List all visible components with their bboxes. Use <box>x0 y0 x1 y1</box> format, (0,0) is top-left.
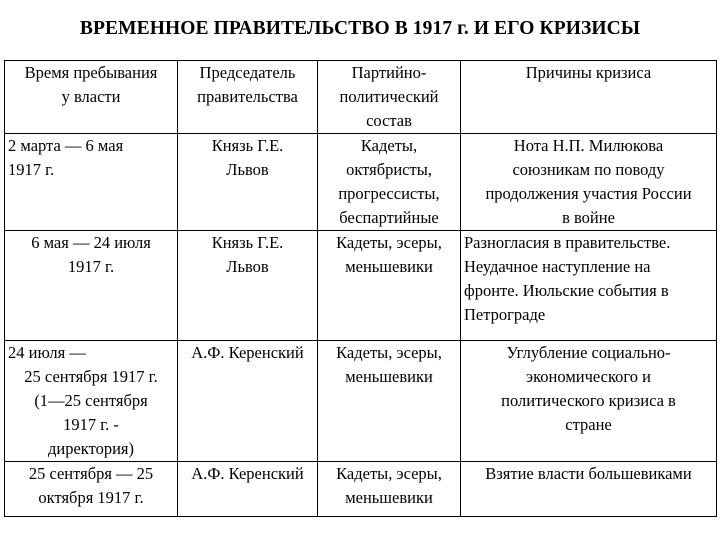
table-row <box>5 341 717 462</box>
cell-reasons <box>461 341 717 462</box>
cell-line: Львов <box>226 160 269 179</box>
cell-line: Петрограде <box>464 305 546 324</box>
cell-line: Разногласия в правительстве. <box>464 233 671 252</box>
cell-period <box>5 341 178 462</box>
cell-line: политического кризиса в <box>501 391 676 410</box>
cell-period <box>5 462 178 517</box>
cell-line: экономического и <box>526 367 651 386</box>
header-parties-line: политический <box>339 87 439 106</box>
cell-period <box>5 134 178 231</box>
cell-reasons <box>461 462 717 517</box>
header-period-line: Время пребывания <box>24 63 158 82</box>
cell-parties <box>318 134 461 231</box>
cell-line: Нота Н.П. Милюкова <box>513 136 664 155</box>
cell-line: Неудачное наступление на <box>464 257 651 276</box>
table-row <box>5 462 717 517</box>
table-row <box>5 231 717 341</box>
cell-line: 1917 г. - <box>63 415 119 434</box>
cell-line: Кадеты, эсеры, <box>336 233 442 252</box>
cell-line: Взятие власти большевиками <box>485 464 692 483</box>
cell-line: Князь Г.Е. <box>211 233 284 252</box>
cell-reasons <box>461 134 717 231</box>
cell-line: Кадеты, эсеры, <box>336 464 442 483</box>
cell-line: Князь Г.Е. <box>211 136 284 155</box>
cell-line: 6 мая — 24 июля <box>31 233 151 252</box>
header-chairman <box>178 61 318 134</box>
cell-line: 2 марта — 6 мая <box>8 136 124 155</box>
cell-line: Кадеты, <box>360 136 418 155</box>
cell-line: Углубление социально- <box>506 343 671 362</box>
cell-line: директория) <box>47 439 134 458</box>
cell-chairman <box>178 462 318 517</box>
cell-line: октябристы, <box>346 160 432 179</box>
cell-line: стране <box>565 415 612 434</box>
header-parties-line: Партийно- <box>351 63 427 82</box>
header-parties <box>318 61 461 134</box>
cell-parties <box>318 341 461 462</box>
cell-line: (1—25 сентября <box>34 391 148 410</box>
header-reasons-line: Причины кризиса <box>525 63 652 82</box>
header-chairman-line: Председатель <box>199 63 296 82</box>
cell-parties <box>318 462 461 517</box>
header-period-line: у власти <box>61 87 121 106</box>
cell-line: 24 июля — <box>8 343 86 362</box>
header-row <box>5 61 717 134</box>
cell-chairman <box>178 134 318 231</box>
cell-line: А.Ф. Керенский <box>191 464 304 483</box>
cell-line: меньшевики <box>345 367 433 386</box>
cell-period <box>5 231 178 341</box>
cell-line: 25 сентября 1917 г. <box>24 367 158 386</box>
cell-line: союзникам по поводу <box>512 160 665 179</box>
cell-line: в войне <box>562 208 615 227</box>
cell-line: А.Ф. Керенский <box>191 343 304 362</box>
cell-line: продолжения участия России <box>485 184 692 203</box>
cell-line: Кадеты, эсеры, <box>336 343 442 362</box>
cell-line: 1917 г. <box>8 160 55 179</box>
header-parties-line: состав <box>366 111 412 130</box>
cell-line: 25 сентября — 25 <box>28 464 154 483</box>
cell-line: фронте. Июльские события в <box>464 281 669 300</box>
cell-line: беспартийные <box>339 208 439 227</box>
cell-chairman <box>178 231 318 341</box>
cell-line: 1917 г. <box>67 257 115 276</box>
cell-reasons <box>461 231 717 341</box>
header-chairman-line: правительства <box>197 87 298 106</box>
cell-chairman <box>178 341 318 462</box>
cell-parties <box>318 231 461 341</box>
government-table <box>4 60 717 517</box>
cell-line: меньшевики <box>345 488 433 507</box>
cell-line: прогрессисты, <box>338 184 440 203</box>
cell-line: меньшевики <box>345 257 433 276</box>
header-reasons <box>461 61 717 134</box>
page-title: ВРЕМЕННОЕ ПРАВИТЕЛЬСТВО В 1917 г. И ЕГО КРИЗИСЫ <box>79 18 641 39</box>
table-row <box>5 134 717 231</box>
cell-line: октября 1917 г. <box>38 488 144 507</box>
header-period <box>5 61 178 134</box>
cell-line: Львов <box>226 257 269 276</box>
